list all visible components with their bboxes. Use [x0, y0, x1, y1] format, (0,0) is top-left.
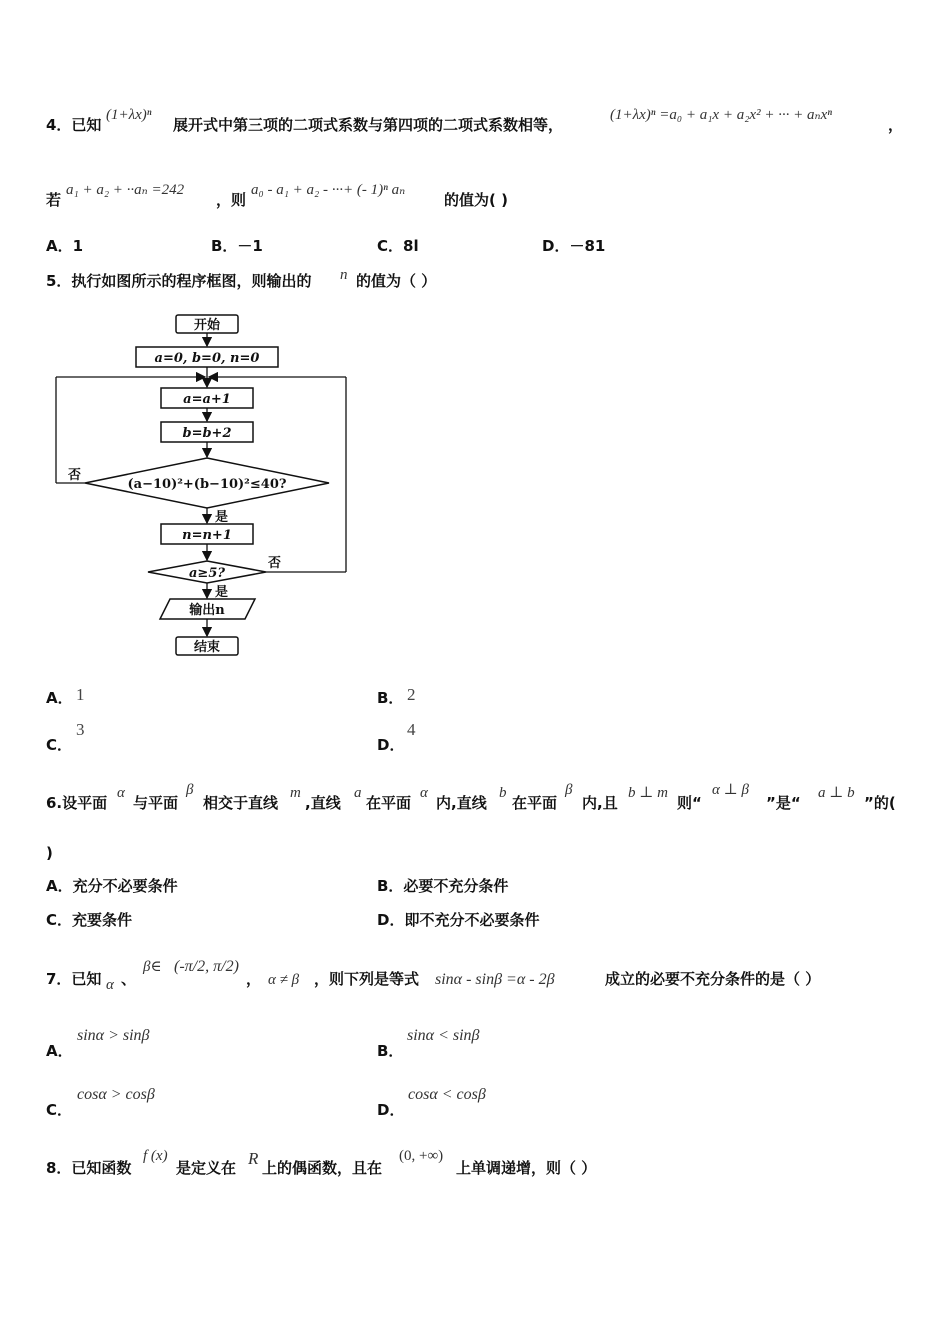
q6-beta2: β — [565, 782, 573, 798]
q6-a-perp-b: a ⊥ b — [818, 785, 855, 801]
q5-option-b-value: 2 — [407, 685, 416, 704]
q6-p10: ”是“ — [766, 794, 801, 812]
q6-b-perp-m: b ⊥ m — [628, 785, 668, 801]
q8-interval: (0, +∞) — [399, 1148, 444, 1164]
q7-option-a[interactable]: A． — [46, 1042, 73, 1060]
q7-option-b[interactable]: B． — [377, 1042, 404, 1060]
q4-expr-alternating: a₀ - a₁ + a₂ - ···+ (- 1)ⁿ aₙ — [251, 182, 406, 198]
q6-b: b — [499, 785, 507, 801]
q7-number: 7．已知 — [46, 970, 102, 988]
q7-equation: sinα - sinβ =α - 2β — [435, 971, 555, 988]
q7-option-d-expr: cosα < cosβ — [408, 1086, 486, 1103]
q6-p2: 与平面 — [133, 794, 179, 812]
q5-option-b[interactable]: B． — [377, 689, 404, 707]
q6-option-a[interactable]: A．充分不必要条件 — [46, 877, 178, 895]
q6-p9: 则“ — [677, 794, 702, 812]
q6-close: ) — [46, 844, 53, 862]
q4-option-a[interactable]: A．1 — [46, 237, 84, 255]
q4-option-c[interactable]: C．8l — [377, 237, 419, 255]
q8-text3: 上的偶函数，且在 — [262, 1159, 383, 1177]
q5-option-d-value: 4 — [407, 720, 416, 739]
q7-text2: 成立的必要不充分条件的是（ ） — [605, 970, 821, 988]
q4-question-tail: 的值为( ) — [444, 191, 508, 209]
q6-option-c[interactable]: C．充要条件 — [46, 911, 133, 929]
q6-option-d[interactable]: D．即不充分不必要条件 — [377, 911, 540, 929]
q6-a: a — [354, 785, 362, 801]
q4-number: 4．已知 — [46, 116, 102, 134]
q8-text1: 8．已知函数 — [46, 1159, 132, 1177]
flow-output-label: 输出n — [189, 603, 225, 618]
q4-expr-binomial: (1+λx)ⁿ — [106, 107, 152, 123]
q6-p4: ,直线 — [305, 794, 341, 812]
flow-init-label: a=0, b=0, n=0 — [154, 351, 260, 366]
q4-ze: ，则 — [216, 191, 247, 209]
flow-no2-label: 否 — [268, 556, 282, 571]
q6-p6: 内,直线 — [436, 794, 487, 812]
flow-step-n-label: n=n+1 — [182, 528, 232, 543]
q6-p5: 在平面 — [366, 794, 412, 812]
q8-text4: 上单调递增，则（ ） — [456, 1159, 597, 1177]
q7-beta-in: β∈ — [143, 959, 162, 975]
flow-step-b-label: b=b+2 — [182, 426, 232, 441]
q6-p11: ”的( — [864, 794, 896, 812]
flow-cond1-label: (a−10)²+(b−10)²≤40? — [127, 477, 287, 492]
q7-option-c-expr: cosα > cosβ — [77, 1086, 155, 1103]
flow-no1-label: 否 — [68, 468, 82, 483]
q7-option-d[interactable]: D． — [377, 1101, 405, 1119]
q4-text-condition: 展开式中第三项的二项式系数与第四项的二项式系数相等， — [173, 116, 564, 134]
q7-sep: 、 — [121, 970, 137, 988]
q6-option-b[interactable]: B．必要不充分条件 — [377, 877, 509, 895]
q6-p8: 内,且 — [582, 794, 618, 812]
q7-option-a-expr: sinα > sinβ — [77, 1027, 150, 1044]
q8-fx: f (x) — [143, 1148, 168, 1164]
q7-range: (-π/2, π/2) — [174, 958, 239, 975]
q7-alpha-neq-beta: α ≠ β — [268, 972, 300, 988]
q7-comma: ， — [246, 970, 262, 988]
q8-text2: 是定义在 — [176, 1159, 237, 1177]
flow-start-label: 开始 — [193, 318, 221, 333]
q6-p1: 6.设平面 — [46, 794, 108, 812]
q6-p7: 在平面 — [512, 794, 558, 812]
q5-option-a[interactable]: A． — [46, 689, 73, 707]
q4-option-d[interactable]: D．－81 — [542, 237, 606, 255]
q4-expr-expansion: (1+λx)ⁿ =a₀ + a₁x + a₂x² + ··· + aₙxⁿ — [610, 107, 833, 123]
q7-option-b-expr: sinα < sinβ — [407, 1027, 480, 1044]
flowchart — [50, 310, 360, 660]
q7-text1: ，则下列是等式 — [314, 970, 420, 988]
q4-option-b[interactable]: B．－1 — [211, 237, 263, 255]
q5-var-n: n — [340, 267, 348, 283]
q5-option-c-value: 3 — [76, 720, 85, 739]
q5-text-tail: 的值为（ ） — [356, 272, 437, 290]
q5-option-d[interactable]: D． — [377, 736, 405, 754]
q6-alpha: α — [117, 785, 125, 801]
q4-ruo: 若 — [46, 191, 62, 209]
flow-yes1-label: 是 — [215, 510, 229, 525]
flow-yes2-label: 是 — [215, 585, 229, 600]
q6-beta: β — [186, 782, 194, 798]
q7-alpha: α — [106, 977, 114, 993]
flow-step-a-label: a=a+1 — [183, 392, 231, 407]
q5-option-c[interactable]: C． — [46, 736, 73, 754]
q6-m: m — [290, 785, 301, 801]
flow-cond2-label: a≥5? — [189, 566, 225, 581]
q4-comma: ， — [888, 116, 904, 134]
q4-expr-sum: a₁ + a₂ + ··aₙ =242 — [66, 182, 185, 198]
flow-end-label: 结束 — [193, 640, 221, 655]
q5-text: 5．执行如图所示的程序框图，则输出的 — [46, 272, 312, 290]
q6-alpha-perp-beta: α ⊥ β — [712, 782, 749, 798]
q5-option-a-value: 1 — [76, 685, 85, 704]
q6-alpha2: α — [420, 785, 428, 801]
q8-R: R — [248, 1149, 259, 1168]
q6-p3: 相交于直线 — [203, 794, 279, 812]
q7-option-c[interactable]: C． — [46, 1101, 73, 1119]
